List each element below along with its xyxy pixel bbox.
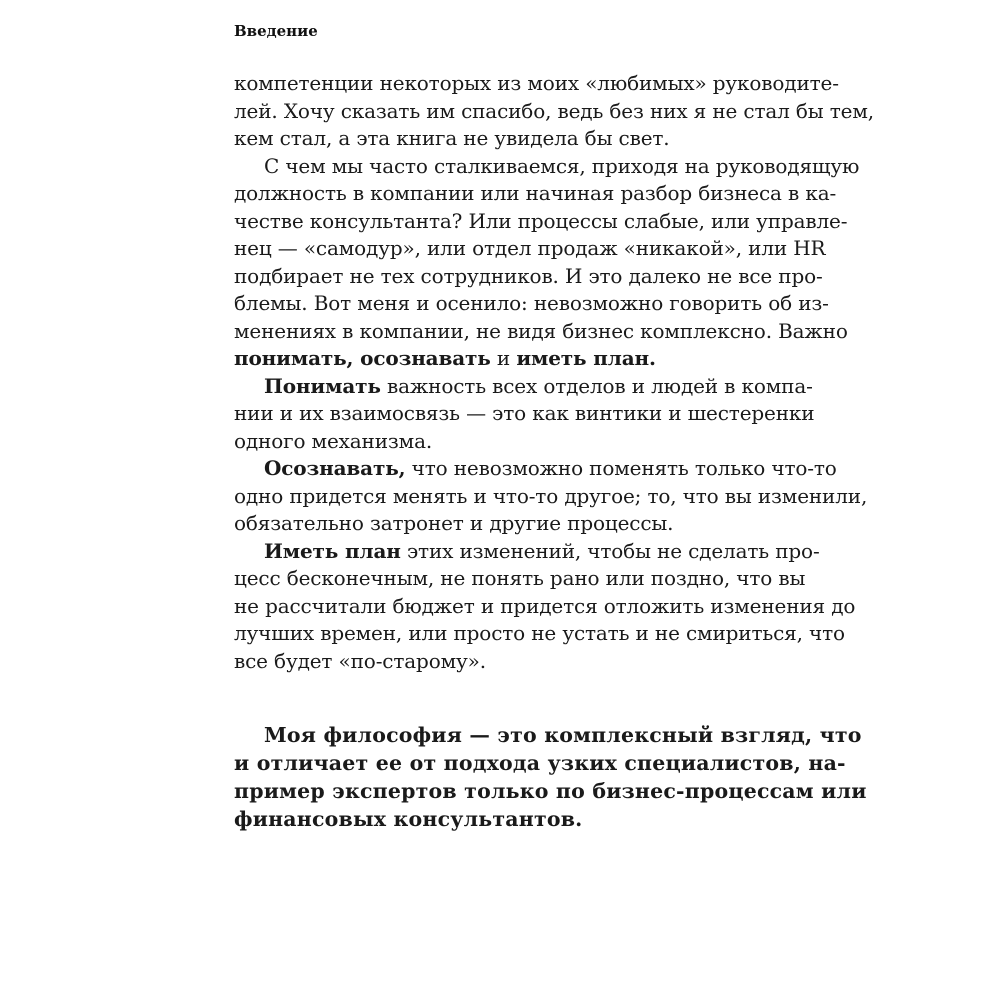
text-line: обязательно затронет и другие процессы. [234, 511, 674, 535]
text-line [234, 345, 796, 373]
text-line: кем стал, а эта книга не увидела бы свет. [234, 126, 670, 150]
conjunction: и [490, 346, 517, 370]
bold-term: иметь план. [516, 346, 656, 370]
text-line: цесс бесконечным, не понять рано или поздно, что вы [234, 566, 806, 590]
paragraph-problems [234, 153, 860, 373]
bold-term: Иметь план [264, 538, 401, 563]
text-run: этих изменений, чтобы не сделать про- [400, 538, 820, 563]
text-line: подбирает не тех сотрудников. И это далеко не все про- [234, 263, 823, 288]
text-line: одного механизма. [234, 428, 433, 453]
emphasis-line: финансовых консультантов. [234, 807, 583, 831]
text-line: нец — «самодур», или отдел продаж «никакой», или HR [234, 236, 826, 260]
emphasis-line: Моя философия — это комплексный взгляд, что [264, 723, 862, 747]
paragraph-understand [234, 373, 815, 456]
text-line: лучших времен, или просто не устать и не смириться, что [234, 621, 845, 645]
bold-term: Понимать [264, 373, 381, 398]
text-line [234, 455, 837, 483]
text-run: что невозможно поменять только что-то [405, 456, 837, 480]
paragraph-realize [234, 455, 868, 538]
text-line: не рассчитали бюджет и придется отложить изменения до [234, 593, 856, 618]
text-line: должность в компании или начиная разбор бизнеса в ка- [234, 181, 837, 205]
text-line: честве консультанта? Или процессы слабые, или управле- [234, 208, 848, 233]
emphasis-block [234, 721, 867, 833]
text-line: одно придется менять и что-то другое; то, что вы изменили, [234, 483, 868, 508]
emphasis-line: и отличает ее от подхода узких специалистов, на- [234, 751, 846, 775]
text-line [234, 373, 813, 401]
paragraph-continuation [234, 70, 874, 153]
text-line: нии и их взаимосвязь — это как винтики и шестеренки [234, 401, 815, 425]
text-line: все будет «по-старому». [234, 648, 486, 673]
paragraph-plan [234, 538, 856, 676]
text-line: С чем мы часто сталкиваемся, приходя на руководящую [264, 153, 860, 178]
bold-term: Осознавать, [264, 456, 406, 480]
text-line: компетенции некоторых из моих «любимых» руководите- [234, 71, 839, 95]
bold-term: понимать, осознавать [234, 346, 491, 370]
text-line: блемы. Вот меня и осенило: невозможно говорить об из- [234, 291, 829, 315]
text-line: менениях в компании, не видя бизнес комплексно. Важно [234, 318, 848, 343]
emphasis-line: пример экспертов только по бизнес-процессам или [234, 779, 867, 803]
text-line [234, 538, 820, 566]
spacer [234, 675, 796, 721]
running-head: Введение [234, 22, 318, 40]
book-page [234, 20, 874, 833]
text-line: лей. Хочу сказать им спасибо, ведь без них я не стал бы тем, [234, 98, 874, 123]
text-run: важность всех отделов и людей в компа- [380, 373, 813, 398]
